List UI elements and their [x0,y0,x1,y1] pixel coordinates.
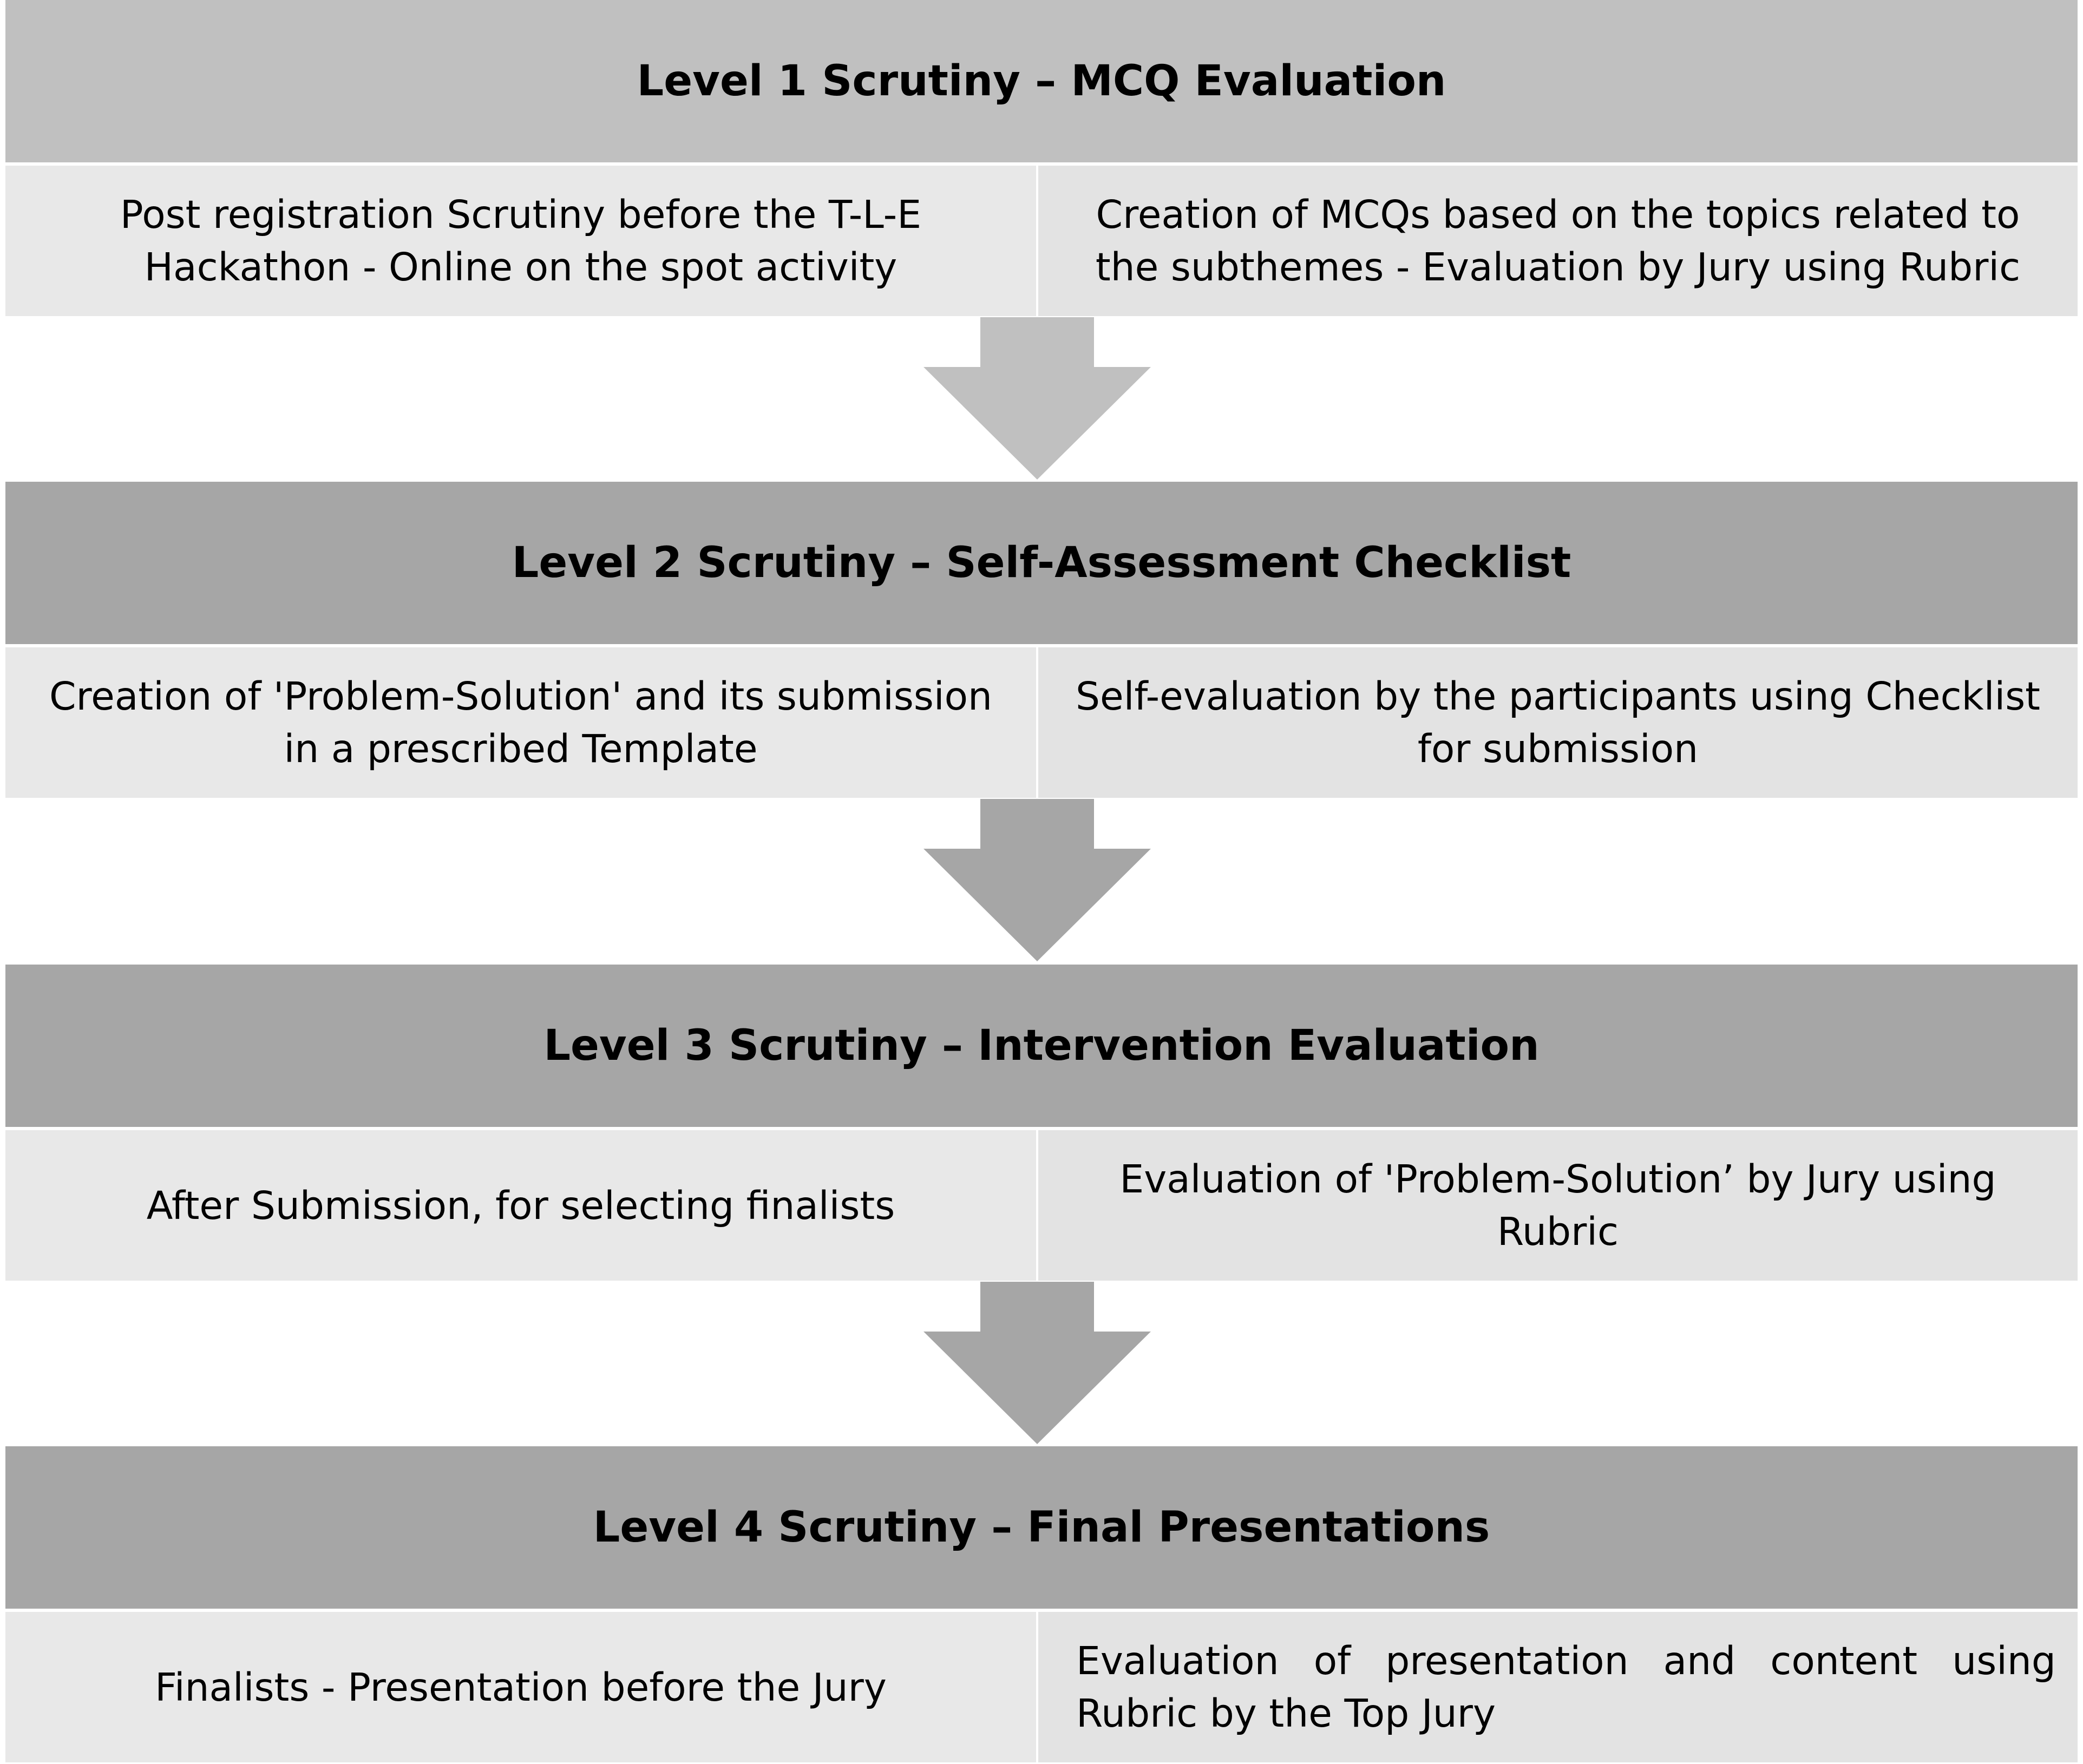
level-3-evaluation: Evaluation of 'Problem-Solution’ by Jury using Rubric [1038,1130,2078,1281]
level-1-title: Level 1 Scrutiny – MCQ Evaluation [5,0,2078,162]
level-4-title: Level 4 Scrutiny – Final Presentations [5,1446,2078,1609]
level-1-description: Post registration Scrutiny before the T-L-E Hackathon - Online on the spot activity [5,166,1038,316]
arrow-level1-to-level2 [923,317,1151,485]
level-2-evaluation: Self-evaluation by the participants using Checklist for submission [1038,647,2078,798]
level-2-description: Creation of 'Problem-Solution' and its submission in a prescribed Template [5,647,1038,798]
level-2-details [5,647,2078,798]
level-4-details [5,1612,2078,1762]
down-arrow-icon [923,799,1151,961]
arrow-level3-to-level4 [923,1282,1151,1450]
level-1-evaluation: Creation of MCQs based on the topics related to the subthemes - Evaluation by Jury using Rubric [1038,166,2078,316]
level-3-details [5,1130,2078,1281]
level-4-evaluation [1038,1612,2078,1762]
arrow-level2-to-level3 [923,799,1151,967]
down-arrow-icon [923,1282,1151,1444]
level-3-title: Level 3 Scrutiny – Intervention Evaluation [5,965,2078,1127]
level-1-details [5,166,2078,316]
down-arrow-icon [923,317,1151,480]
level-2-title: Level 2 Scrutiny – Self-Assessment Checklist [5,482,2078,644]
level-3-description: After Submission, for selecting finalists [5,1130,1038,1281]
level-4-description: Finalists - Presentation before the Jury [5,1612,1038,1762]
level-4-evaluation-text: Evaluation of presentation and content using Rubric by the Top Jury [1076,1638,2056,1736]
